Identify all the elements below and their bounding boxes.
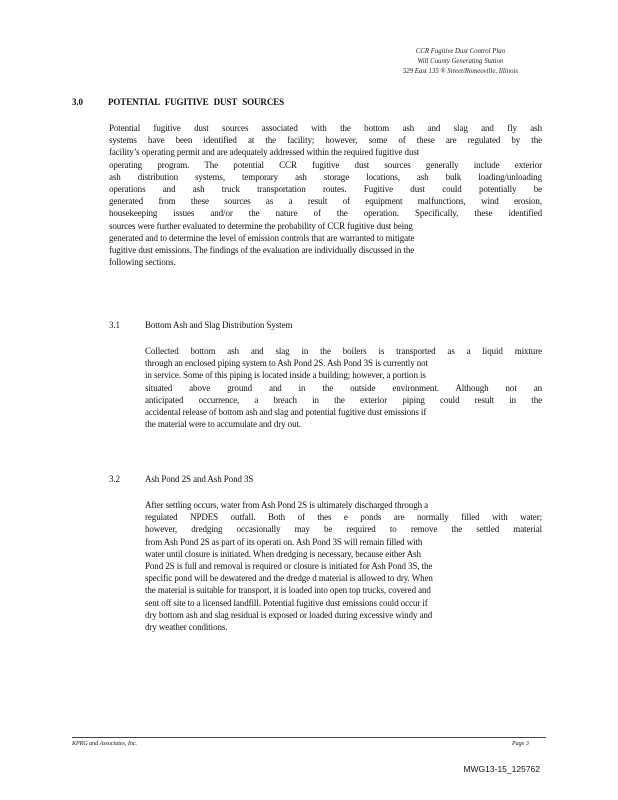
paragraph-line: generated from these sources as a result of equipment malfunctions, wind erosion, [109,196,542,207]
paragraph-line: housekeeping issues and/or the nature of the operation. Specifically, these identified [109,208,542,219]
paragraph-line: anticipated occurrence, a breach in the exterior piping could result in the [145,394,542,405]
subsection-paragraph [145,345,542,430]
paragraph-line: systems have been identified at the facility; however, some of these are regulated by the [109,135,542,146]
paragraph-line: Potential fugitive dust sources associated with the bottom ash and slag and fly ash [109,123,542,133]
paragraph-line: Collected bottom ash and slag in the boilers is transported as a liquid mixture [145,346,542,356]
subsection-number: 3.1 [109,320,120,330]
paragraph-line: following sections. [109,257,176,268]
bates-number: MWG13-15_125762 [463,764,540,774]
paragraph-line: accidental release of bottom ash and slag and potential fugitive dust emissions if [145,407,427,418]
paragraph-line: generated and to determine the level of emission controls that are warranted to mitigate [109,232,415,243]
paragraph-line: After settling occurs, water from Ash Pond 2S is ultimately discharged through a [145,500,429,510]
section-number: 3.0 [72,97,83,107]
paragraph-line: sent off site to a licensed landfill. Potential fugitive dust emissions could occur if [145,597,428,608]
paragraph-line: water until closure is initiated. When dredging is necessary, because either Ash [145,548,421,559]
paragraph-line: operating program. The potential CCR fugitive dust sources generally include exterior [109,159,542,170]
subsection-paragraph [145,499,542,633]
paragraph-line: dry bottom ash and slag residual is exposed or loaded during excessive windy and [145,609,433,620]
header-address: 529 East 135 ® Street/Romeoville, Illinois [402,68,518,75]
footer-rule [72,737,546,738]
page-header [403,47,518,77]
paragraph-line: operations and ash truck transportation routes. Fugitive dust could potentially be [109,184,542,195]
section-paragraph [109,122,542,268]
paragraph-line: in service. Some of this piping is located inside a building; however, a portion is [145,370,426,381]
paragraph-line: facility’s operating permit and are adequately addressed within the required fugitive dust [109,147,420,158]
paragraph-line: dry weather conditions. [145,622,228,633]
paragraph-line: ash distribution systems, temporary ash storage locations, ash bulk loading/unloading [109,171,542,182]
subsection-title: Bottom Ash and Slag Distribution System [145,320,293,330]
paragraph-line: specific pond will be dewatered and the dredge d material is allowed to dry. When [145,573,433,584]
header-station-name: Will County Generating Station [417,58,504,65]
section-title: POTENTIAL FUGITIVE DUST SOURCES [108,97,285,107]
paragraph-line: the material is suitable for transport, it is loaded into open top trucks, covered and [145,585,431,596]
paragraph-line: sources were further evaluated to determine the probability of CCR fugitive dust being [109,220,413,231]
paragraph-line: regulated NPDES outfall. Both of thes e ponds are normally filled with water; [145,512,542,523]
paragraph-line: from Ash Pond 2S as part of its operati on. Ash Pond 3S will remain filled with [145,536,423,547]
footer-page-number: Page 3 [512,741,529,747]
header-plan-title: CCR Fugitive Dust Control Plan [415,48,506,55]
paragraph-line: through an enclosed piping system to Ash Pond 2S. Ash Pond 3S is currently not [145,358,428,369]
paragraph-line: situated above ground and in the outside environment. Although not an [145,382,542,393]
paragraph-line: however, dredging occasionally may be required to remove the settled material [145,524,542,535]
paragraph-line: Pond 2S is full and removal is required or closure is initiated for Ash Pond 3S, the [145,561,433,572]
paragraph-line: fugitive dust emissions. The findings of the evaluation are individually discussed in the [109,245,415,256]
footer-company: KPRG and Associates, Inc. [72,741,138,747]
subsection-number: 3.2 [109,474,120,484]
subsection-title: Ash Pond 2S and Ash Pond 3S [145,474,254,484]
paragraph-line: the material were to accumulate and dry out. [145,419,302,430]
